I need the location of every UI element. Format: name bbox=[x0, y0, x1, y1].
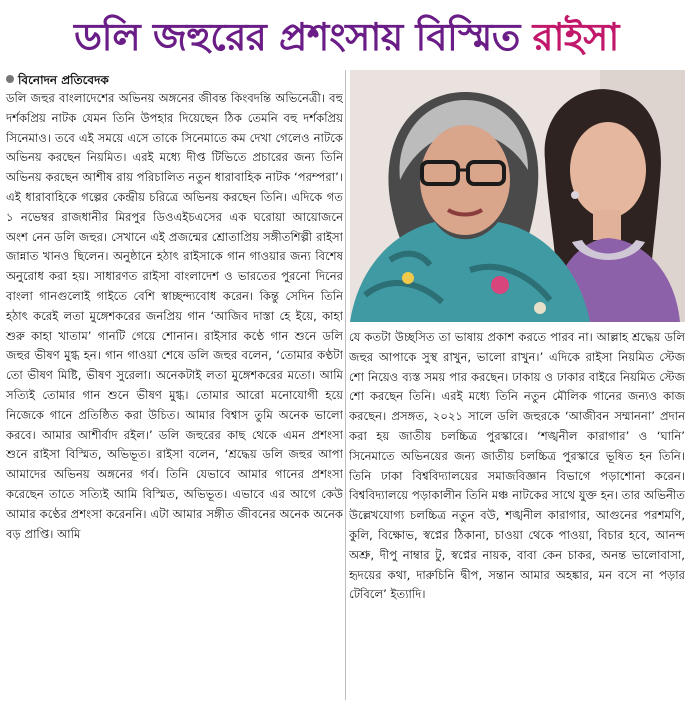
headline-main-text: ডলি জহুরের প্রশংসায় বিস্মিত bbox=[74, 15, 520, 59]
headline bbox=[0, 8, 693, 66]
article-photo bbox=[350, 70, 685, 322]
photo-illustration bbox=[350, 70, 685, 322]
article-column-right bbox=[349, 328, 685, 699]
byline bbox=[6, 72, 341, 88]
byline-text: বিনোদন প্রতিবেদক bbox=[18, 73, 109, 87]
bullet-icon bbox=[6, 75, 14, 83]
article-body-right: যে কতটা উচ্ছসিত তা ভাষায় প্রকাশ করতে পারব না। আল্লাহ শ্রদ্ধেয় ডলি জহুর আপাকে সুস্থ রাখুন, ভালো রাখুন।’ এদিকে রাইসা নিয়মিত স্টেজ শো নিয়েও ব্যস্ত সময় পার করছেন। ঢাকায় ও ঢাকার বাইরে নিয়মিত স্টেজ শো করছেন তিনি। এরই মধ্যে তিনি নতুন মৌলিক গানের জন্যও কাজ করছেন। প্রসঙ্গত, ২০২১ সালে ডলি জহুরকে ‘আজীবন সম্মাননা’ প্রদান করা হয় জাতীয় চলচ্চিত্র পুরস্কারে। ‘শঙ্খনীল কারাগার’ ও ‘ঘানি’ সিনেমাতে অভিনয়ের জন্য জাতীয় চলচ্চিত্র পুরস্কারে ভূষিত হন তিনি। তিনি ঢাকা বিশ্ববিদ্যালয়ের সমাজবিজ্ঞান বিভাগে পড়াশোনা করেন। বিশ্ববিদ্যালয়ে পড়াকালীন তিনি মঞ্চ নাটকের সাথে যুক্ত হন। তার অভিনীত উল্লেখযোগ্য চলচ্চিত্র নতুন বউ, শঙ্খনীল কারাগার, আগুনের পরশমণি, কুলি, বিক্ষোভ, স্বপ্নের ঠিকানা, চাওয়া থেকে পাওয়া, বিচার হবে, আনন্দ অশ্রু, দীপু নাম্বার টু, স্বপ্নের নায়ক, বাবা কেন চাকর, অনন্ত ভালোবাসা, হৃদয়ের কথা, দারুচিনি দ্বীপ, সন্তান আমার অহঙ্কার, মন বসে না পড়ার টেবিলে’ ইত্যাদি। bbox=[349, 330, 685, 602]
article-body-left: ডলি জহুর বাংলাদেশের অভিনয় অঙ্গনের জীবন্ত কিংবদন্তি অভিনেত্রী। বহু দর্শকপ্রিয় নাটক যেমন তিনি উপহার দিয়েছেন ঠিক তেমনি বহু দর্শকপ্রিয় সিনেমাও। তবে এই সময়ে এসে তাকে সিনেমাতে কম দেখা গেলেও নাটকে অভিনয় করছেন নিয়মিত। এরই মধ্যে দীপ্ত টিভিতে প্রচারের জন্য তিনি অভিনয় করছেন আশীষ রায় পরিচালিত নতুন ধারাবাহিক নাটক ‘পরম্পরা’। এই ধারাবাহিকে গল্পের কেন্দ্রীয় চরিত্রে অভিনয় করছেন তিনি। এদিকে গত ১ নভেম্বর রাজধানীর মিরপুর ডিওএইচএসের এক ঘরোয়া আয়োজনে অংশ নেন ডলি জহুর। সেখানে এই প্রজন্মের শ্রোতাপ্রিয় সঙ্গীতশিল্পী রাইসা জান্নাত খানও ছিলেন। অনুষ্ঠানে হঠাৎ রাইসাকে গান গাওয়ার জন্য বিশেষ অনুরোধ করা হয়। সাধারণত রাইসা বাংলাদেশ ও ভারতের পুরনো দিনের বাংলা গানগুলোই গাইতে বেশি স্বাচ্ছন্দ্যবোধ করেন। কিন্তু সেদিন তিনি হঠাৎ করেই লতা মুঙ্গেশকরের জনপ্রিয় গান ‘আজিব দাস্তা হে ইয়ে, কাহা শুরু কাহা খাতাম’ গানটি গেয়ে শোনান। রাইসার কণ্ঠে গান শুনে ডলি জহুর ভীষণ মুগ্ধ হন। গান গাওয়া শেষে ডলি জহুর বলেন, ‘তোমার কণ্ঠটা তো ভীষণ মিষ্টি, ভীষণ সুরেলা। অনেকটাই লতা মুঙ্গেশকরের মতো। আমি সত্যিই তোমার গান শুনে ভীষণ মুগ্ধ। তোমার আরো মনোযোগী হয়ে নিজেকে গানে প্রতিষ্ঠিত করা উচিত। আমার বিশ্বাস তুমি অনেক ভালো করবে। আমার আশীর্বাদ রইল।’ ডলি জহুরের কাছ থেকে এমন প্রশংসা শুনে রাইসা বিস্মিত, অভিভূত। রাইসা বলেন, ‘শ্রদ্ধেয় ডলি জহুর আপা আমাদের অভিনয় অঙ্গনের গর্ব। তিনি যেভাবে আমার গানের প্রশংসা করেছেন তাতে সত্যিই আমি বিস্মিত, অভিভূত। এভাবে এর আগে কেউ আমার কণ্ঠের প্রশংসা করেননি। এটা আমার সঙ্গীত জীবনের অনেক অনেক বড় প্রাপ্তি। আমি bbox=[6, 91, 343, 541]
column-divider bbox=[345, 70, 346, 700]
headline-name-text: রাইসা bbox=[532, 15, 619, 59]
article-column-left bbox=[6, 89, 343, 699]
